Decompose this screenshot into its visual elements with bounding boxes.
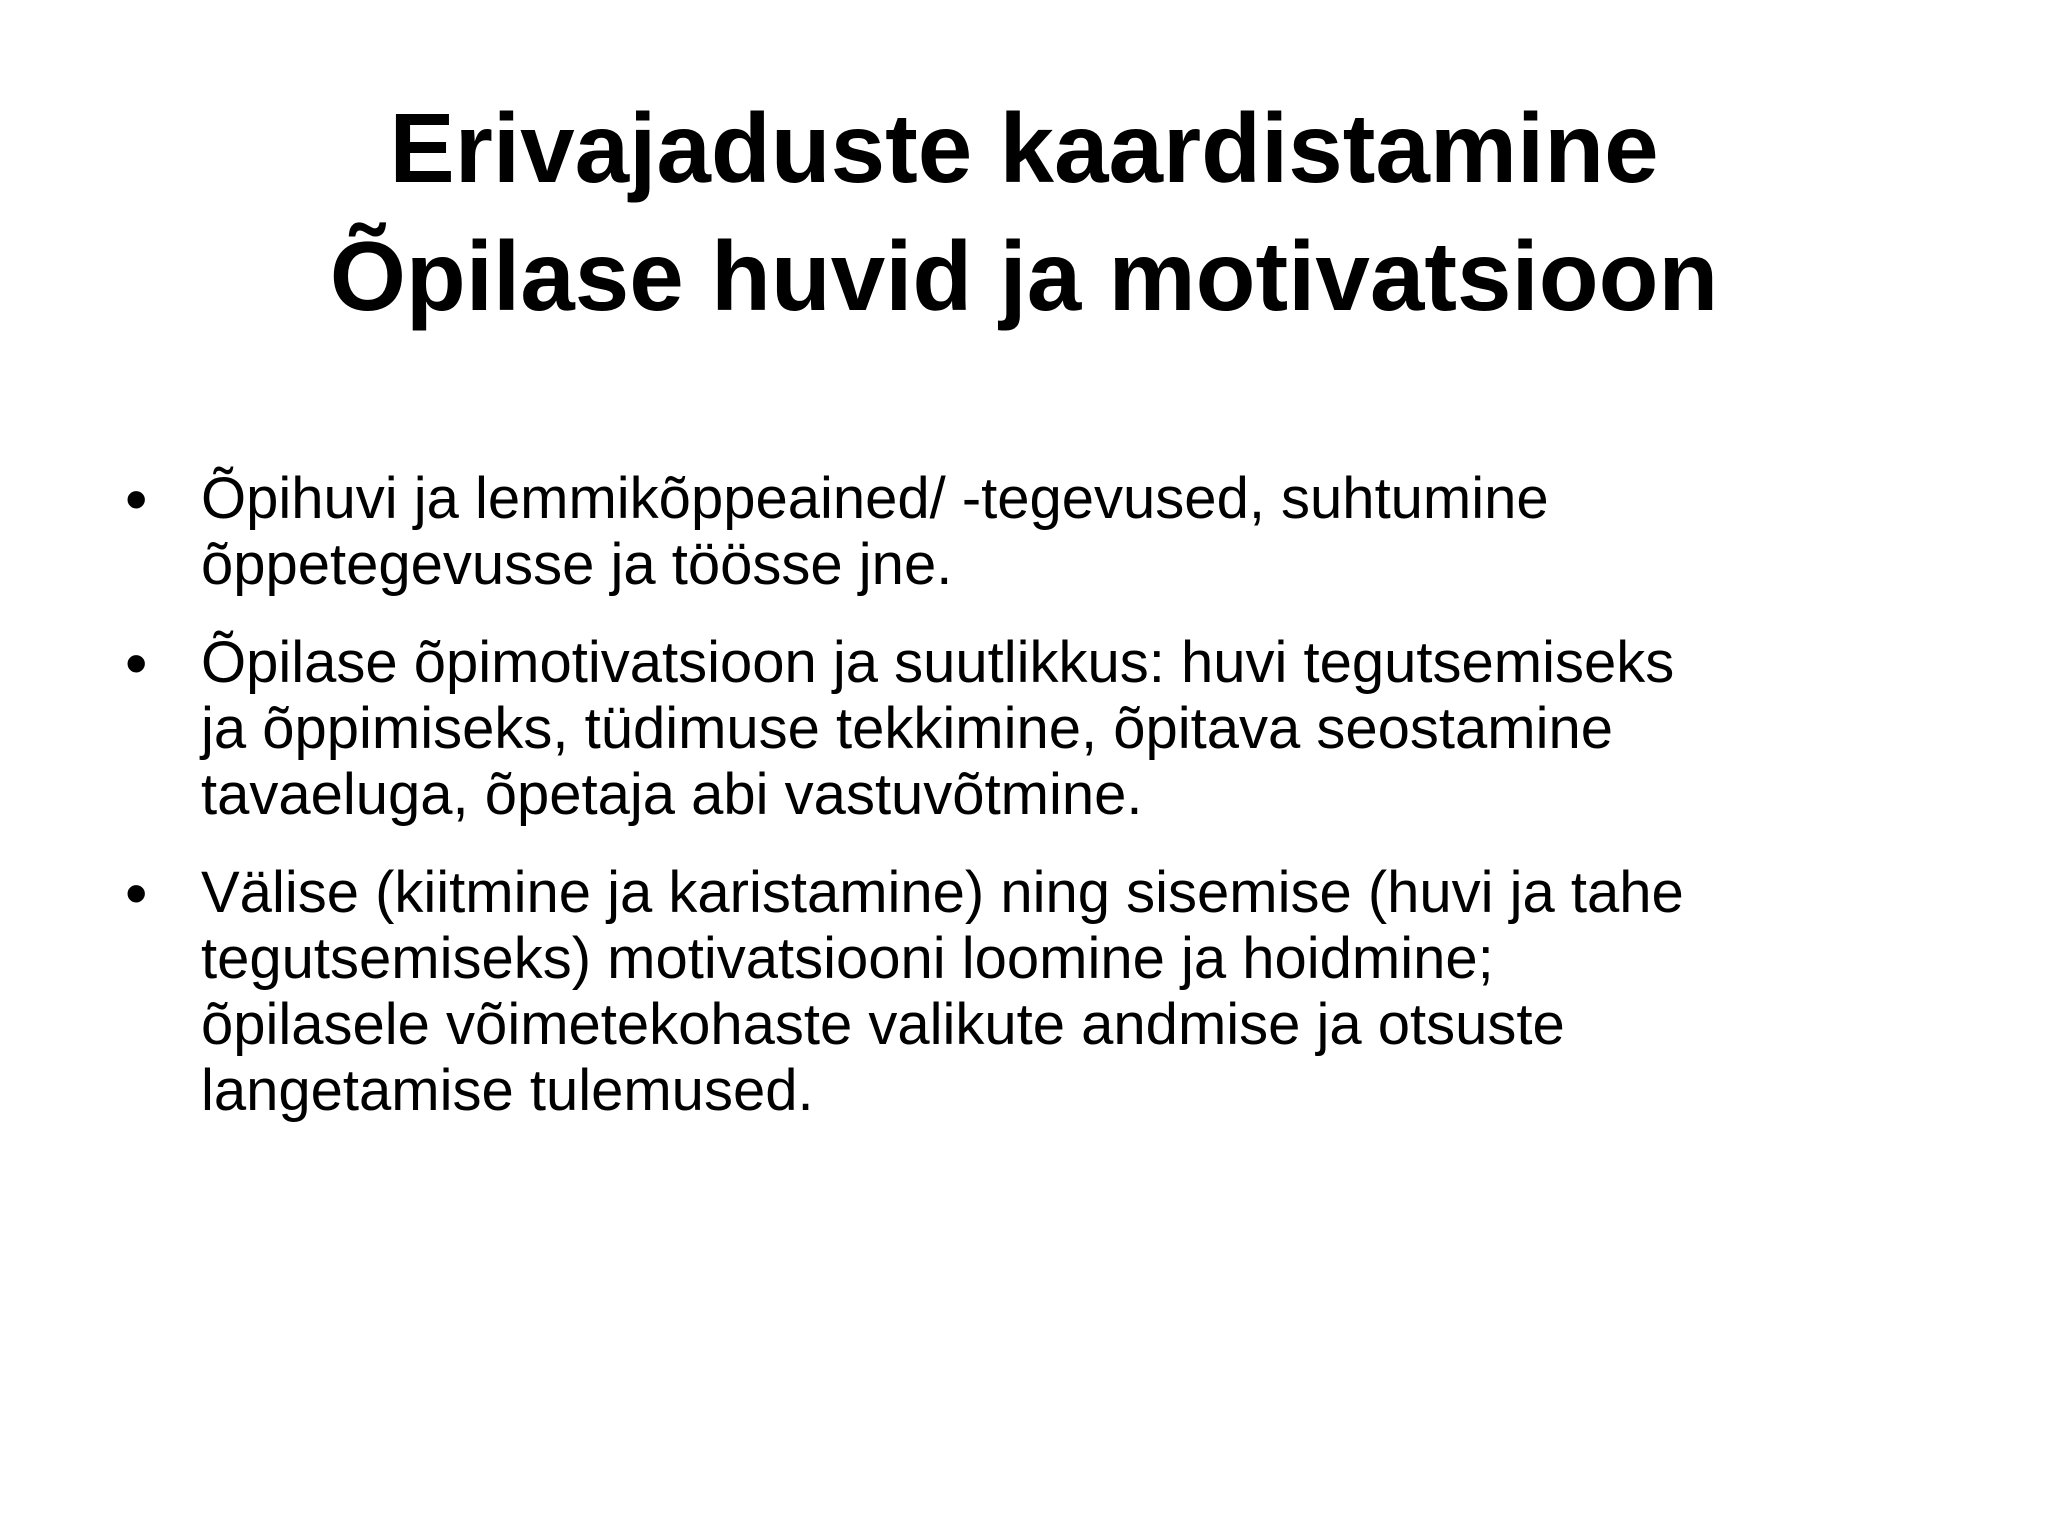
bullet-marker: • [125, 857, 148, 929]
title-line: Õpilase huvid ja motivatsioon [329, 221, 1719, 331]
bullet-line: Välise (kiitmine ja karistamine) ning sisemise (huvi ja tahe [201, 860, 1684, 925]
bullet-line: ja õppimiseks, tüdimuse tekkimine, õpitava seostamine [201, 696, 1613, 761]
bullet-item [125, 857, 1995, 1124]
bullet-line: tavaeluga, õpetaja abi vastuvõtmine. [201, 762, 1143, 827]
bullet-line: Õpihuvi ja lemmikõppeained/ -tegevused, suhtumine [201, 466, 1549, 531]
bullet-line: langetamise tulemused. [201, 1058, 814, 1123]
bullet-marker: • [125, 627, 148, 699]
bullet-text [201, 860, 1995, 1124]
bullet-text [201, 466, 1995, 598]
slide-title [0, 84, 2048, 340]
title-line: Erivajaduste kaardistamine [389, 93, 1659, 203]
bullet-marker: • [125, 463, 148, 535]
bullet-line: tegutsemiseks) motivatsiooni loomine ja hoidmine; [201, 926, 1494, 991]
bullet-list [125, 463, 1995, 1156]
bullet-line: Õpilase õpimotivatsioon ja suutlikkus: huvi tegutsemiseks [201, 630, 1675, 695]
bullet-line: õpilasele võimetekohaste valikute andmise ja otsuste [201, 992, 1565, 1057]
bullet-item [125, 627, 1995, 828]
bullet-line: õppetegevusse ja töösse jne. [201, 532, 953, 597]
bullet-text [201, 630, 1995, 828]
bullet-item [125, 463, 1995, 598]
